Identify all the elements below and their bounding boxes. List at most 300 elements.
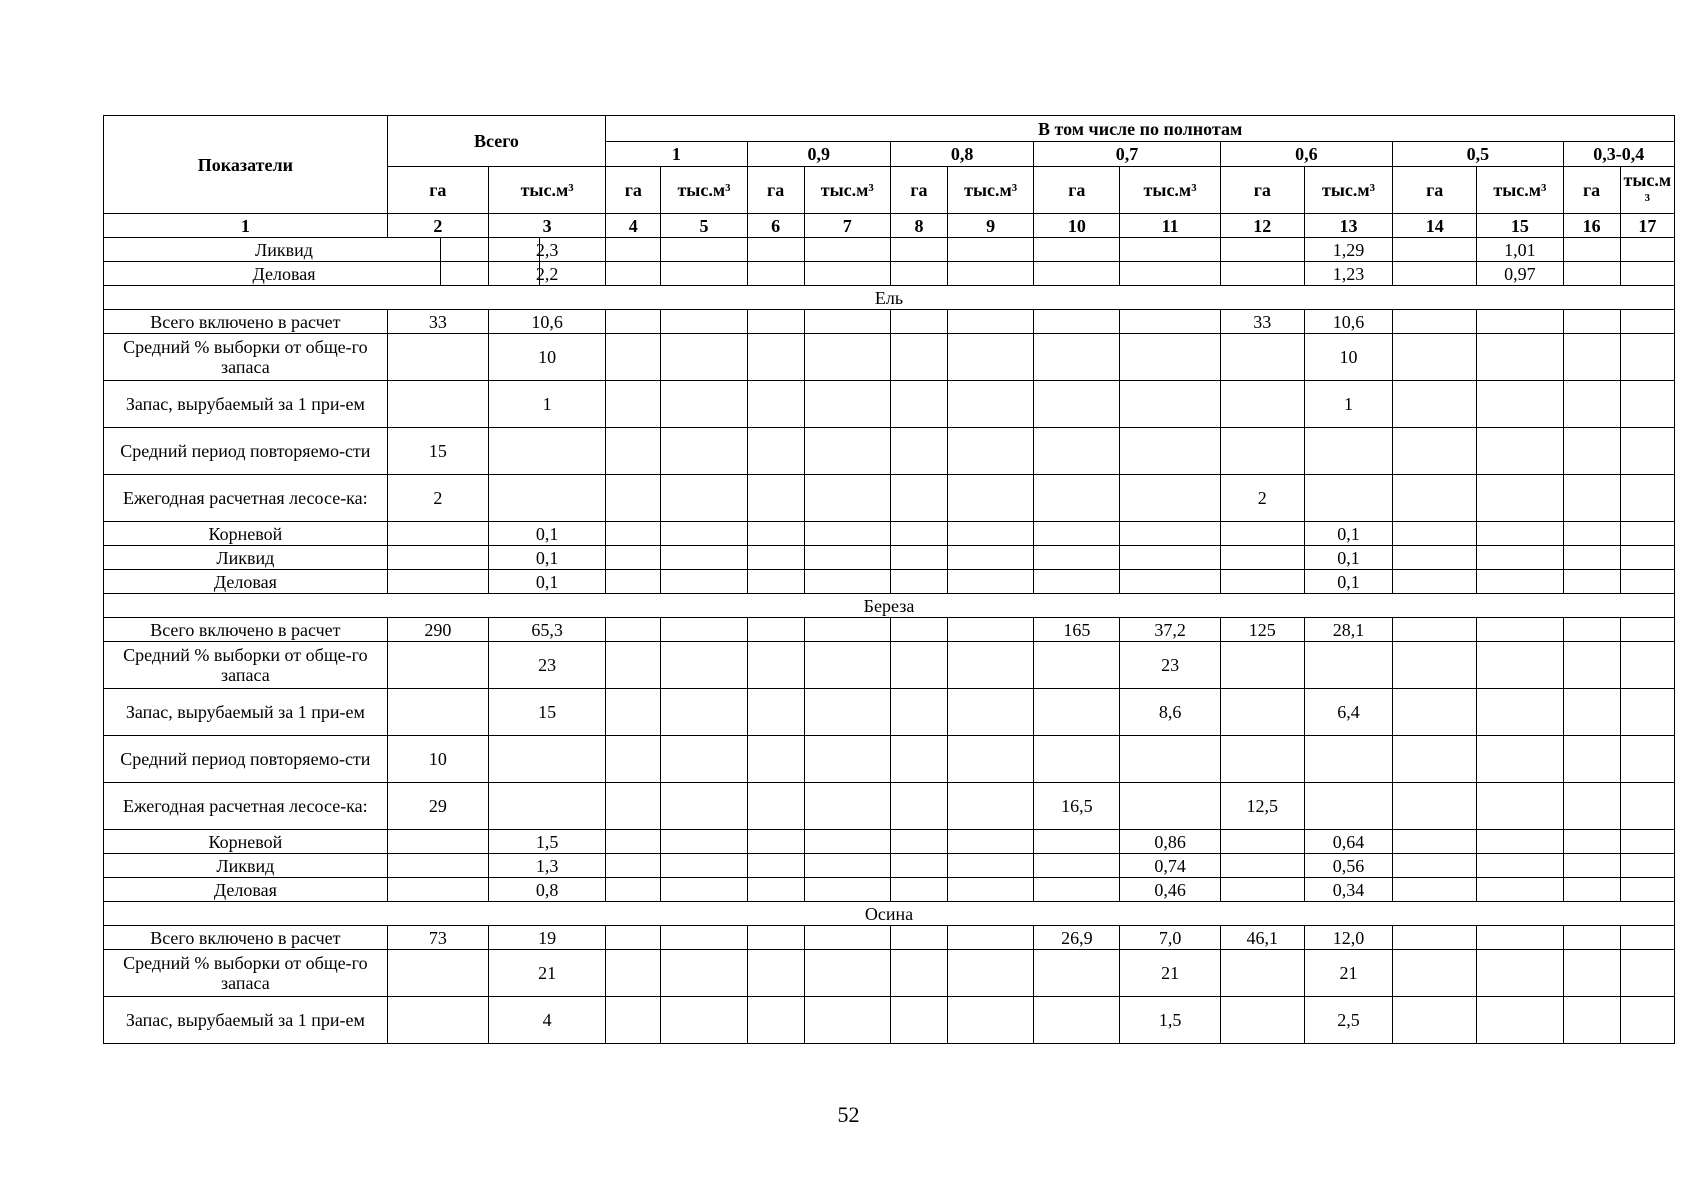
table-cell [948,997,1034,1044]
table-cell [1120,238,1220,262]
table-cell [1620,783,1674,830]
unit-ha: га [387,167,488,214]
table-cell [890,997,947,1044]
table-cell [387,522,488,546]
table-cell [606,428,661,475]
table-cell: 6,4 [1304,689,1392,736]
table-cell [1220,570,1304,594]
table-cell [747,522,804,546]
row-label: Средний % выборки от обще-го запаса [104,334,388,381]
row-label: Запас, вырубаемый за 1 при-ем [104,997,388,1044]
table-cell: 23 [1120,642,1220,689]
cell-divider [440,262,441,285]
unit-thousand-m3: тыс.м³ [1304,167,1392,214]
table-cell [606,618,661,642]
column-number: 2 [387,214,488,238]
table-cell [1034,570,1120,594]
table-cell [661,570,747,594]
table-cell [747,238,804,262]
table-cell [804,238,890,262]
table-cell [948,950,1034,997]
header-density: 0,3-0,4 [1563,142,1674,167]
table-cell [890,642,947,689]
table-cell: 2 [1220,475,1304,522]
table-cell [1393,830,1477,854]
table-cell [488,475,605,522]
table-cell [804,334,890,381]
table-cell: 10,6 [488,310,605,334]
column-number: 15 [1477,214,1563,238]
row-label: Ежегодная расчетная лесосе-ка: [104,783,388,830]
table-cell [387,830,488,854]
table-cell [1120,783,1220,830]
table-cell [1620,262,1674,286]
table-cell [948,262,1034,286]
table-row [104,926,1675,950]
table-cell [1304,642,1392,689]
table-cell [890,334,947,381]
table-cell [1220,546,1304,570]
table-cell [606,830,661,854]
table-cell [1620,570,1674,594]
table-cell: 37,2 [1120,618,1220,642]
table-cell [948,736,1034,783]
table-cell: 4 [488,997,605,1044]
table-cell [606,689,661,736]
table-cell [948,830,1034,854]
table-cell [606,546,661,570]
table-cell [747,618,804,642]
table-cell [1477,830,1563,854]
row-label [104,238,489,262]
table-cell [1220,736,1304,783]
table-cell [948,570,1034,594]
column-number: 7 [804,214,890,238]
table-cell: 28,1 [1304,618,1392,642]
table-cell [1393,854,1477,878]
table-cell [1034,736,1120,783]
table-cell: 8,6 [1120,689,1220,736]
table-cell [1620,689,1674,736]
table-cell [804,546,890,570]
table-cell [1563,618,1620,642]
table-cell [1393,950,1477,997]
table-cell [890,310,947,334]
table-row [104,783,1675,830]
table-cell [661,689,747,736]
row-label: Всего включено в расчет [104,618,388,642]
table-cell [606,238,661,262]
table-cell [1563,689,1620,736]
table-cell [1034,854,1120,878]
table-cell: 1,5 [1120,997,1220,1044]
header-density: 0,7 [1034,142,1220,167]
unit-ha: га [747,167,804,214]
table-row [104,546,1675,570]
table-cell [1220,262,1304,286]
unit-ha: га [890,167,947,214]
table-cell [948,642,1034,689]
table-cell [804,736,890,783]
table-cell: 290 [387,618,488,642]
table-cell [948,334,1034,381]
table-cell [1620,642,1674,689]
table-cell [890,689,947,736]
table-cell [1393,522,1477,546]
species-section-row [104,286,1675,310]
table-cell [387,642,488,689]
table-cell [606,926,661,950]
table-cell: 165 [1034,618,1120,642]
unit-thousand-m3: тыс.м³ [488,167,605,214]
table-cell [747,878,804,902]
table-cell [1034,522,1120,546]
table-cell: 33 [1220,310,1304,334]
table-cell [747,546,804,570]
table-cell [661,736,747,783]
row-label: Ликвид [104,546,388,570]
row-label: Деловая [104,570,388,594]
table-cell: 29 [387,783,488,830]
table-cell [1034,642,1120,689]
species-section-row [104,902,1675,926]
forest-harvest-table [103,115,1675,1044]
table-cell [804,381,890,428]
table-cell [948,689,1034,736]
cell-divider [539,262,540,285]
table-cell [606,522,661,546]
table-cell [606,334,661,381]
table-cell [1477,997,1563,1044]
table-cell [1034,334,1120,381]
table-row [104,475,1675,522]
table-cell [661,997,747,1044]
row-label: Корневой [104,522,388,546]
row-label: Средний период повторяемо-сти [104,428,388,475]
table-cell [1477,522,1563,546]
unit-ha: га [1393,167,1477,214]
table-row [104,997,1675,1044]
table-cell: 0,64 [1304,830,1392,854]
table-cell [387,546,488,570]
table-cell: 1,01 [1477,238,1563,262]
table-cell [1477,642,1563,689]
table-cell [890,830,947,854]
table-cell [606,310,661,334]
table-cell [1563,475,1620,522]
unit-ha: га [606,167,661,214]
table-cell: 46,1 [1220,926,1304,950]
column-number: 8 [890,214,947,238]
table-cell: 73 [387,926,488,950]
row-label: Всего включено в расчет [104,310,388,334]
table-cell [1120,381,1220,428]
column-number: 16 [1563,214,1620,238]
table-cell [1393,381,1477,428]
table-cell: 21 [1120,950,1220,997]
row-label: Корневой [104,830,388,854]
table-cell [948,878,1034,902]
table-cell [1220,428,1304,475]
table-cell [1477,878,1563,902]
table-cell [387,950,488,997]
table-row [104,854,1675,878]
table-cell [1220,950,1304,997]
column-number: 17 [1620,214,1674,238]
table-cell [1563,570,1620,594]
table-cell [1563,783,1620,830]
table-cell [1563,428,1620,475]
table-cell [747,475,804,522]
table-cell [1393,334,1477,381]
column-number-row [104,214,1675,238]
table-cell [1220,997,1304,1044]
table-cell [948,310,1034,334]
table-row [104,878,1675,902]
table-row [104,428,1675,475]
table-cell [747,381,804,428]
table-cell [606,854,661,878]
table-cell [387,381,488,428]
species-section-row [104,594,1675,618]
table-cell [1620,310,1674,334]
table-cell [747,830,804,854]
table-cell: 10 [387,736,488,783]
column-number: 11 [1120,214,1220,238]
table-cell [1393,428,1477,475]
table-cell [1393,310,1477,334]
table-cell [890,950,947,997]
table-cell [1563,238,1620,262]
table-row [104,618,1675,642]
column-number: 10 [1034,214,1120,238]
column-number: 5 [661,214,747,238]
table-cell [1034,475,1120,522]
table-cell [1034,428,1120,475]
row-label: Деловая [104,878,388,902]
table-cell [1034,310,1120,334]
row-label-text: Ликвид [255,239,313,260]
unit-thousand-m3: тыс.м³ [804,167,890,214]
table-cell [1620,854,1674,878]
table-cell [890,238,947,262]
table-cell [1034,546,1120,570]
table-cell: 65,3 [488,618,605,642]
table-cell [606,570,661,594]
table-cell: 7,0 [1120,926,1220,950]
header-density: 1 [606,142,747,167]
table-cell [804,783,890,830]
unit-thousand-m3: тыс.м³ [1620,167,1674,214]
table-cell [387,997,488,1044]
table-cell: 1,5 [488,830,605,854]
table-cell [606,736,661,783]
header-density: 0,9 [747,142,890,167]
table-cell: 12,5 [1220,783,1304,830]
row-label: Ежегодная расчетная лесосе-ка: [104,475,388,522]
table-cell: 15 [387,428,488,475]
table-cell [1220,878,1304,902]
page-number: 52 [837,1102,860,1127]
table-cell [1563,950,1620,997]
table-cell [804,522,890,546]
column-number: 6 [747,214,804,238]
table-cell [1563,854,1620,878]
column-number: 4 [606,214,661,238]
table-cell [948,854,1034,878]
species-heading: Береза [104,594,1675,618]
row-label: Средний % выборки от обще-го запаса [104,950,388,997]
table-row [104,950,1675,997]
column-number: 9 [948,214,1034,238]
table-cell [661,642,747,689]
table-cell [1620,950,1674,997]
unit-thousand-m3: тыс.м³ [1477,167,1563,214]
table-cell [1220,689,1304,736]
table-cell [948,381,1034,428]
table-cell [1477,570,1563,594]
table-cell [1220,830,1304,854]
table-cell [661,522,747,546]
table-cell [1393,618,1477,642]
table-cell [1393,997,1477,1044]
table-cell [1120,334,1220,381]
unit-ha: га [1220,167,1304,214]
table-cell [890,878,947,902]
table-row [104,262,1675,286]
table-cell [747,997,804,1044]
table-cell [1477,783,1563,830]
table-cell [1220,334,1304,381]
table-cell [1034,238,1120,262]
table-cell: 33 [387,310,488,334]
table-cell [1220,642,1304,689]
table-cell [1563,310,1620,334]
table-cell: 0,46 [1120,878,1220,902]
table-cell [661,310,747,334]
table-cell [804,830,890,854]
table-cell: 10 [488,334,605,381]
table-cell [804,310,890,334]
table-cell [606,381,661,428]
table-cell [387,854,488,878]
table-cell [661,854,747,878]
species-heading: Ель [104,286,1675,310]
table-cell [804,570,890,594]
table-cell [1477,736,1563,783]
table-cell [948,238,1034,262]
table-cell [747,854,804,878]
unit-ha: га [1563,167,1620,214]
table-cell [606,878,661,902]
table-cell [661,783,747,830]
table-cell [387,878,488,902]
table-cell [661,238,747,262]
table-cell: 21 [1304,950,1392,997]
table-cell [1393,783,1477,830]
table-cell [890,475,947,522]
table-cell [747,642,804,689]
table-cell: 125 [1220,618,1304,642]
table-cell [1034,262,1120,286]
row-label: Всего включено в расчет [104,926,388,950]
table-cell [890,783,947,830]
table-cell [1393,546,1477,570]
table-cell [1620,475,1674,522]
table-cell [804,950,890,997]
table-row [104,381,1675,428]
table-cell [1563,262,1620,286]
table-cell [1620,997,1674,1044]
table-cell [1034,950,1120,997]
table-cell [1563,736,1620,783]
unit-thousand-m3: тыс.м³ [1120,167,1220,214]
table-cell [1563,381,1620,428]
table-cell [661,262,747,286]
table-cell [948,428,1034,475]
table-cell: 15 [488,689,605,736]
table-cell [1477,689,1563,736]
table-cell: 1,23 [1304,262,1392,286]
table-cell: 2,5 [1304,997,1392,1044]
table-cell: 2 [387,475,488,522]
table-cell [1620,878,1674,902]
row-label-text: Деловая [252,263,316,284]
table-cell [661,878,747,902]
total-m3-cell: 2,3 [488,238,605,262]
table-cell [606,642,661,689]
table-cell [1477,381,1563,428]
table-cell [804,854,890,878]
table-cell [890,546,947,570]
table-cell [661,546,747,570]
table-cell [1563,878,1620,902]
table-cell: 0,56 [1304,854,1392,878]
table-row [104,736,1675,783]
table-cell: 10,6 [1304,310,1392,334]
table-cell [747,736,804,783]
cell-divider [539,238,540,261]
table-cell [1563,334,1620,381]
table-cell: 12,0 [1304,926,1392,950]
table-cell [890,522,947,546]
table-cell: 21 [488,950,605,997]
table-cell [890,570,947,594]
table-row [104,830,1675,854]
table-cell [1620,381,1674,428]
table-cell [1120,475,1220,522]
table-cell: 1,3 [488,854,605,878]
table-cell: 0,34 [1304,878,1392,902]
table-row [104,238,1675,262]
table-cell [1393,238,1477,262]
row-label: Запас, вырубаемый за 1 при-ем [104,381,388,428]
table-cell: 0,1 [1304,570,1392,594]
table-cell: 0,1 [488,546,605,570]
table-cell [1220,238,1304,262]
table-cell [387,689,488,736]
table-cell [661,381,747,428]
table-cell [1393,926,1477,950]
table-cell [1620,736,1674,783]
table-cell [948,522,1034,546]
table-cell: 1 [1304,381,1392,428]
unit-thousand-m3: тыс.м³ [661,167,747,214]
table-cell [1304,475,1392,522]
table-cell [747,783,804,830]
table-cell [1304,736,1392,783]
table-cell [804,926,890,950]
